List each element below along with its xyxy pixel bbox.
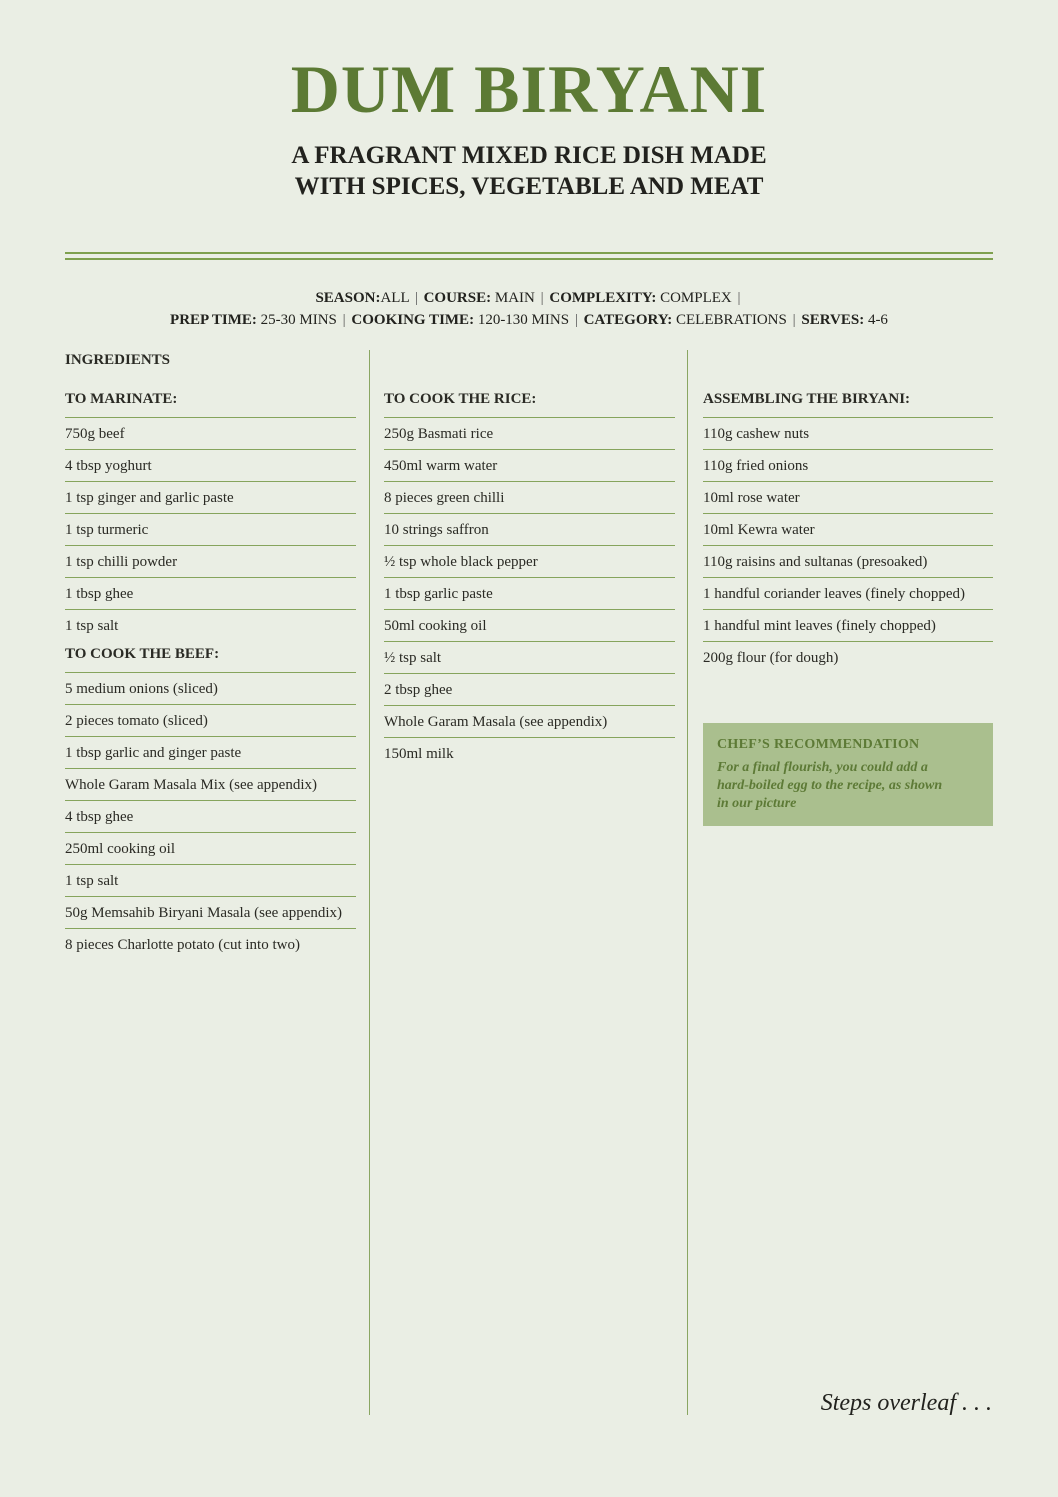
meta-separator: | [574, 312, 578, 328]
ingredient-item: ½ tsp salt [384, 642, 675, 674]
ingredient-item: 1 tsp chilli powder [65, 546, 356, 578]
cooking-time-value: 120-130 MINS [474, 312, 570, 328]
ingredients-column-2 [384, 350, 675, 769]
ingredient-item: 110g raisins and sultanas (presoaked) [703, 546, 993, 578]
chef-text-line-3: in our picture [717, 796, 797, 811]
ingredient-item: 110g fried onions [703, 450, 993, 482]
ingredient-item: 10 strings saffron [384, 514, 675, 546]
cooking-time-label: COOKING TIME: [351, 312, 475, 328]
ingredient-item: 110g cashew nuts [703, 418, 993, 450]
beef-list [65, 673, 356, 960]
ingredient-item: 50ml cooking oil [384, 610, 675, 642]
ingredient-item: 2 tbsp ghee [384, 674, 675, 706]
ingredient-item: 150ml milk [384, 746, 454, 762]
meta-line-2 [0, 309, 1058, 331]
meta-separator: | [540, 290, 544, 306]
chef-recommendation-box [703, 723, 993, 826]
chef-text-line-2: hard-boiled egg to the recipe, as shown [717, 778, 943, 793]
ingredient-item: 250ml cooking oil [65, 833, 356, 865]
ingredient-item: 1 tsp ginger and garlic paste [65, 482, 356, 514]
ingredient-item: 4 tbsp ghee [65, 801, 356, 833]
header-divider-top [65, 252, 993, 254]
subtitle-line-2: WITH SPICES, VEGETABLE AND MEAT [294, 173, 764, 200]
meta-separator: | [792, 312, 796, 328]
serves-value: 4-6 [864, 312, 888, 328]
column-divider-2 [687, 350, 688, 1415]
ingredient-item: 4 tbsp yoghurt [65, 450, 356, 482]
category-label: CATEGORY: [583, 312, 673, 328]
ingredient-item: 250g Basmati rice [384, 418, 675, 450]
prep-time-label: PREP TIME: [170, 312, 257, 328]
rice-list [384, 418, 675, 769]
header-divider-bottom [65, 258, 993, 260]
ingredients-label: INGREDIENTS [65, 352, 171, 368]
ingredient-item: 200g flour (for dough) [703, 650, 839, 666]
ingredient-item: ½ tsp whole black pepper [384, 546, 675, 578]
complexity-label: COMPLEXITY: [549, 290, 657, 306]
assembling-list [703, 418, 993, 673]
recipe-title: DUM BIRYANI [290, 51, 768, 127]
beef-heading: TO COOK THE BEEF: [65, 644, 356, 673]
ingredient-item: 1 handful coriander leaves (finely chopped) [703, 578, 993, 610]
ingredient-item: Whole Garam Masala (see appendix) [384, 706, 675, 738]
ingredient-item: 1 tbsp garlic paste [384, 578, 675, 610]
ingredient-item: 1 handful mint leaves (finely chopped) [703, 610, 993, 642]
course-value: MAIN [491, 290, 535, 306]
ingredient-item: 1 tsp turmeric [65, 514, 356, 546]
meta-line-1 [0, 287, 1058, 309]
ingredient-item: 1 tbsp ghee [65, 578, 356, 610]
ingredient-item: 2 pieces tomato (sliced) [65, 705, 356, 737]
chef-recommendation-text [717, 759, 979, 813]
recipe-meta [0, 287, 1058, 331]
subtitle-line-1: A FRAGRANT MIXED RICE DISH MADE [291, 142, 767, 169]
ingredient-item: 10ml Kewra water [703, 514, 993, 546]
prep-time-value: 25-30 MINS [256, 312, 337, 328]
ingredient-item: 1 tsp salt [65, 618, 119, 634]
meta-separator: | [414, 290, 418, 306]
column-divider-1 [369, 350, 370, 1415]
serves-label: SERVES: [801, 312, 865, 328]
marinate-heading: TO MARINATE: [65, 389, 356, 418]
ingredients-column-1 [65, 350, 356, 960]
chef-text-line-1: For a final flourish, you could add a [717, 760, 928, 775]
season-value: ALL [380, 290, 410, 306]
ingredient-item: 1 tbsp garlic and ginger paste [65, 737, 356, 769]
ingredient-item: 8 pieces green chilli [384, 482, 675, 514]
category-value: CELEBRATIONS [672, 312, 787, 328]
ingredient-item: 8 pieces Charlotte potato (cut into two) [65, 937, 300, 953]
assembling-heading: ASSEMBLING THE BIRYANI: [703, 389, 993, 418]
ingredients-column-3 [703, 350, 993, 673]
rice-heading: TO COOK THE RICE: [384, 389, 675, 418]
recipe-subtitle [0, 140, 1058, 202]
course-label: COURSE: [423, 290, 492, 306]
ingredient-item: 450ml warm water [384, 450, 675, 482]
ingredient-item: 5 medium onions (sliced) [65, 673, 356, 705]
meta-separator: | [737, 290, 741, 306]
steps-overleaf-note: Steps overleaf . . . [820, 1390, 992, 1416]
ingredient-item: 50g Memsahib Biryani Masala (see appendix) [65, 897, 356, 929]
ingredient-item: 750g beef [65, 418, 356, 450]
season-label: SEASON: [315, 290, 381, 306]
chef-recommendation-title: CHEF’S RECOMMENDATION [717, 737, 920, 752]
complexity-value: COMPLEX [656, 290, 732, 306]
ingredient-item: 1 tsp salt [65, 865, 356, 897]
ingredient-item: 10ml rose water [703, 482, 993, 514]
meta-separator: | [342, 312, 346, 328]
marinate-list [65, 418, 356, 641]
ingredient-item: Whole Garam Masala Mix (see appendix) [65, 769, 356, 801]
